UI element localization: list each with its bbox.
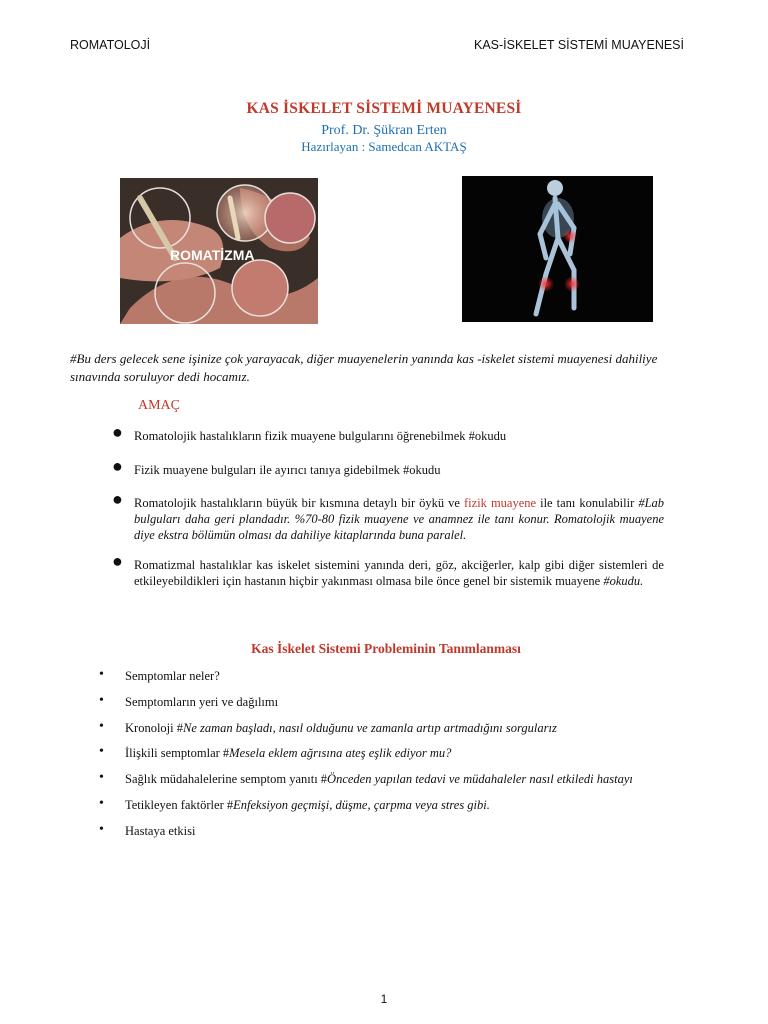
highlight-text: fizik muayene — [464, 496, 537, 510]
section-heading-amac: AMAÇ — [138, 398, 181, 413]
list-item-text: Sağlık müdahalelerine semptom yanıtı # — [125, 772, 328, 786]
list-item-text: Semptomlar neler? — [125, 669, 220, 683]
romatizma-label: ROMATİZMA — [170, 247, 255, 263]
list-item-text: Semptomların yeri ve dağılımı — [125, 695, 279, 709]
italic-note: Önceden yapılan tedavi ve müdahaleler nasıl etkiledi hastayı — [327, 772, 633, 786]
list-item: Romatolojik hastalıkların fizik muayene bulgularını öğrenebilmek #okudu — [134, 429, 507, 443]
bullet-icon: • — [99, 796, 104, 811]
author: Prof. Dr. Şükran Erten — [321, 123, 447, 138]
list-item-text: Hastaya etkisi — [125, 824, 196, 838]
list-item: Fizik muayene bulguları ile ayırıcı tanıya gidebilmek #okudu — [134, 463, 441, 477]
italic-note: #okudu. — [603, 574, 644, 588]
document-title: KAS İSKELET SİSTEMİ MUAYENESİ — [246, 100, 522, 117]
header-right: KAS-İSKELET SİSTEMİ MUAYENESİ — [473, 38, 684, 52]
list-item — [125, 720, 685, 736]
list-item — [125, 745, 685, 761]
romatizma-illustration — [120, 178, 318, 324]
list-item — [125, 668, 685, 684]
romatizma-image — [120, 178, 318, 324]
bullet-icon: • — [99, 719, 104, 734]
list-item — [125, 771, 685, 787]
italic-note: #Lab bulguları daha geri plandadır. %70-80 fizik muayene ve anamnez ile tanı konur. Romatolojik muayene diye ekstra bölümün olması da dahiliye kitaplarında buna paralel. — [134, 496, 665, 542]
section-heading-problem: Kas İskelet Sistemi Probleminin Tanımlanması — [251, 641, 521, 656]
list-item-text: Kronoloji # — [125, 721, 183, 735]
list-item-text: Romatolojik hastalıkların büyük bir kısmına detaylı bir öykü ve — [134, 496, 465, 510]
header-left: ROMATOLOJİ — [70, 38, 151, 52]
italic-note: Enfeksiyon geçmişi, düşme, çarpma veya stres gibi. — [233, 798, 490, 812]
list-item — [125, 694, 685, 710]
list-item — [125, 797, 685, 813]
bullet-icon: ● — [112, 456, 123, 476]
list-item — [134, 557, 664, 589]
skeleton-illustration — [462, 176, 653, 322]
page-number: 1 — [380, 992, 388, 1006]
italic-note: Ne zaman başladı, nasıl olduğunu ve zamanla artıp artmadığını sorgularız — [182, 721, 557, 735]
bullet-icon: ● — [112, 551, 123, 571]
bullet-icon: • — [99, 744, 104, 759]
bullet-icon: ● — [112, 489, 123, 509]
bullet-icon: ● — [112, 422, 123, 442]
list-item-text: Tetikleyen faktörler # — [125, 798, 234, 812]
bullet-icon: • — [99, 822, 104, 837]
list-item-text: ile tanı konulabilir — [536, 496, 639, 510]
list-item — [134, 495, 664, 543]
list-item — [125, 823, 685, 839]
skeleton-xray-image — [462, 176, 653, 322]
bullet-icon: • — [99, 693, 104, 708]
bullet-icon: • — [99, 770, 104, 785]
bullet-icon: • — [99, 667, 104, 682]
list-item-text: Romatizmal hastalıklar kas iskelet sistemini yanında deri, göz, akciğerler, kalp gibi diğer sistemleri de etkileyebildikleri için hastanın hiçbir yakınması olmasa bile önce genel bir sistemik muayene — [134, 558, 664, 588]
prepared-by: Hazırlayan : Samedcan AKTAŞ — [301, 139, 467, 154]
intro-note: #Bu ders gelecek sene işinize çok yarayacak, diğer muayenelerin yanında kas -iskelet sistemi muayenesi dahiliye sınavında soruluyor dedi hocamız. — [70, 351, 658, 384]
list-item-text: İlişkili semptomlar # — [125, 746, 230, 760]
italic-note: Mesela eklem ağrısına ateş eşlik ediyor mu? — [229, 746, 452, 760]
